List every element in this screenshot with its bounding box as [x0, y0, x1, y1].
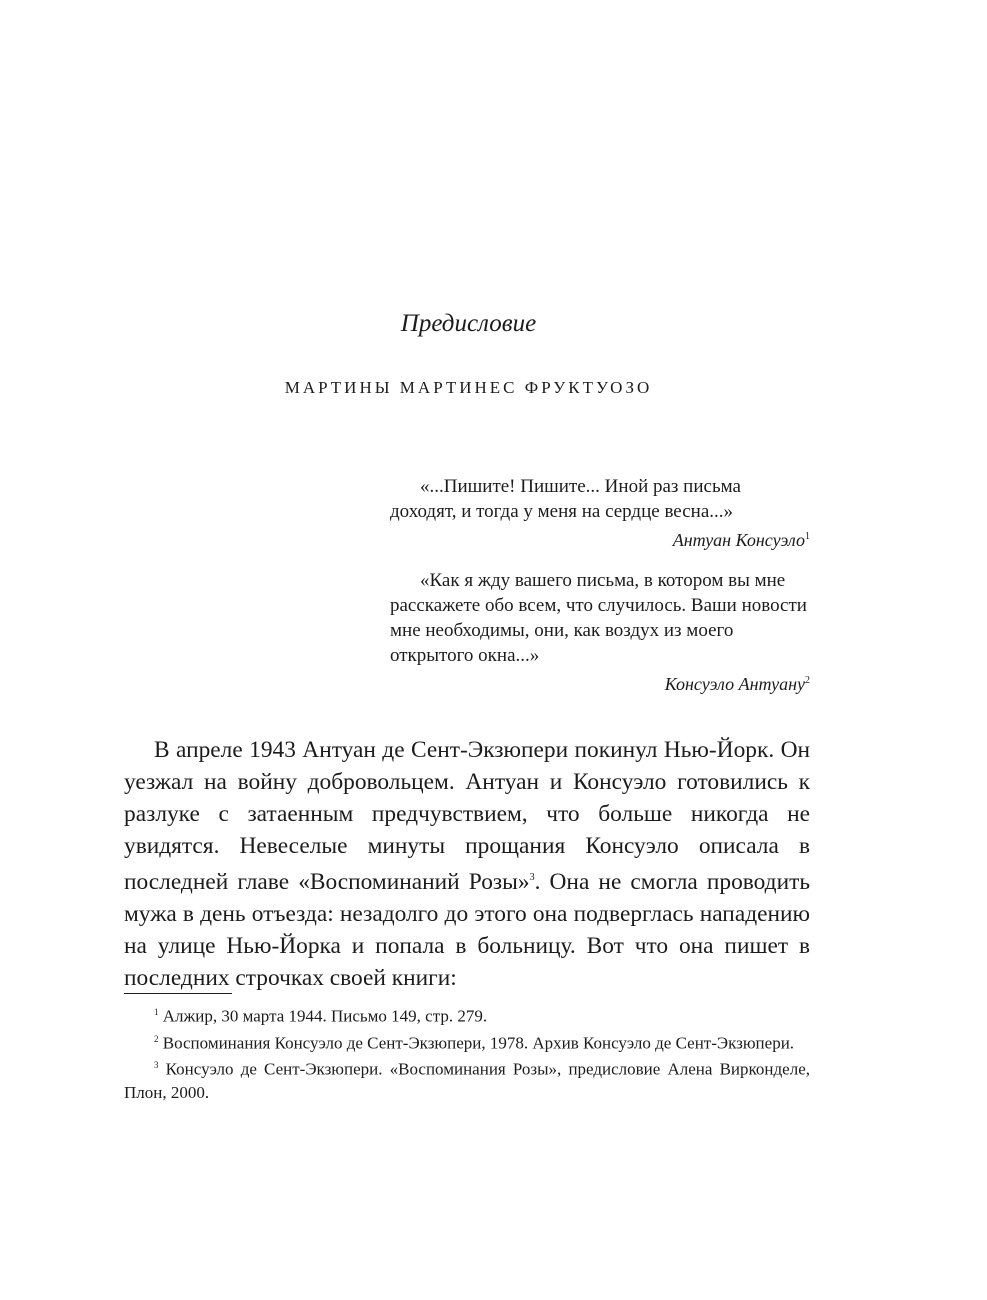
body-paragraph — [124, 734, 810, 994]
chapter-author: МАРТИНЫ МАРТИНЕС ФРУКТУОЗО — [284, 378, 653, 397]
attribution-text: Антуан Консуэло — [672, 530, 805, 550]
body-text-part: . Она не смогла проводить мужа в день отъезда: незадолго до этого она подверглась нападению на улице Нью-Йорка и попала в больницу. Вот что она пишет в последних строчках своей книги: — [124, 868, 810, 991]
epigraph-quote: «Как я жду вашего письма, в котором вы мне расскажете обо всем, что случилось. Ваши новости мне необходимы, они, как воздух из моего открытого окна...» — [390, 570, 807, 666]
footnote-divider — [124, 993, 232, 994]
footnote-number: 2 — [154, 1033, 159, 1044]
epigraph-attribution — [390, 668, 810, 697]
footnote — [124, 1054, 810, 1104]
footnote-ref: 1 — [805, 531, 810, 542]
epigraph-attribution — [390, 524, 810, 553]
epigraph — [390, 568, 810, 697]
footnotes — [124, 1001, 810, 1104]
footnote-ref: 3 — [529, 872, 535, 883]
body-text-part: В апреле 1943 Антуан де Сент-Экзюпери покинул Нью-Йорк. Он уезжал на войну добровольцем. Антуан и Консуэло готовились к разлуке с затаенным предчувствием, что больше никогда не увидятся. Невеселые минуты прощания Консуэло описала в последней главе «Воспоминаний Розы» — [124, 737, 810, 895]
footnote — [124, 1028, 810, 1055]
footnote-number: 3 — [154, 1060, 159, 1071]
chapter-title: Предисловие — [400, 310, 537, 337]
footnote-text: Алжир, 30 марта 1944. Письмо 149, стр. 279. — [162, 1006, 488, 1026]
epigraph-quote: «...Пишите! Пишите... Иной раз письма доходят, и тогда у меня на сердце весна...» — [390, 476, 741, 522]
footnote-ref: 2 — [805, 675, 810, 686]
epigraph — [390, 474, 810, 553]
footnote-text: Воспоминания Консуэло де Сент-Экзюпери, 1978. Архив Консуэло де Сент-Экзюпери. — [162, 1033, 795, 1053]
attribution-text: Консуэло Антуану — [664, 674, 805, 694]
footnote-text: Консуэло де Сент-Экзюпери. «Воспоминания Розы», предисловие Алена Вирконделе, Плон, 2000. — [124, 1059, 810, 1102]
footnote — [124, 1001, 810, 1028]
footnote-number: 1 — [154, 1007, 159, 1017]
